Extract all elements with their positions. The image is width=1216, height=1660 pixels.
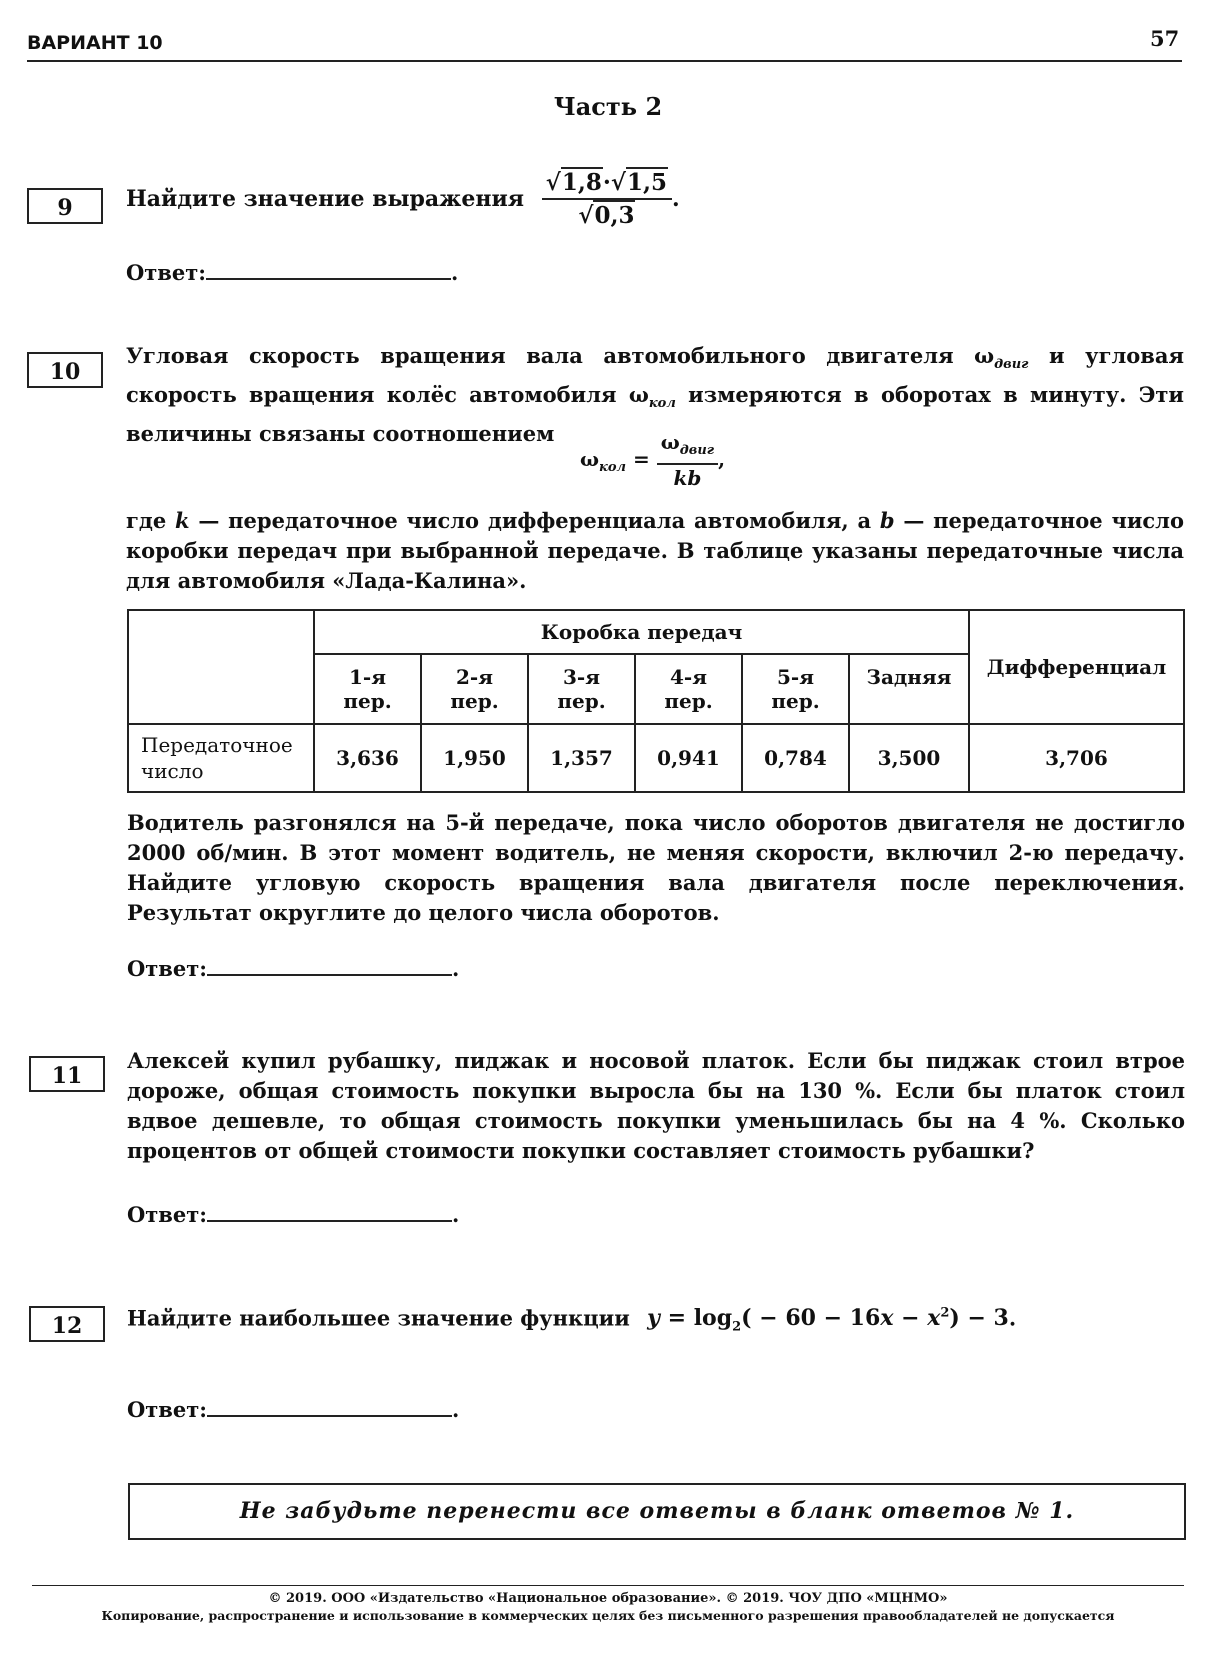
formula-part-d: ) − 3 [949,1305,1009,1332]
reminder-box: Не забудьте перенести все ответы в бланк ответов № 1. [128,1483,1186,1540]
row-label-line2: число [141,759,204,783]
table-col-header [421,654,528,724]
task-9-dot: · [602,169,611,196]
col-header-line1: 1-я [349,665,386,689]
header-divider [27,60,1182,62]
task-11-number: 11 [29,1056,105,1092]
table-col-header [742,654,849,724]
formula-fraction [657,430,718,491]
formula-num: ω [660,430,680,454]
task-9-prompt-text: Найдите значение выражения [126,186,525,212]
footer-divider [32,1585,1184,1586]
def-text-c: — передаточное число коробки передач при выбранной передаче. В таблице указаны передаточные числа для автомобиля «Лада-Калина». [126,508,1184,593]
table-col-header [314,654,421,724]
task-10-text-b: и угловая скорость вращения колёс автомобиля ω [126,343,1184,408]
table-group-header: Коробка передач [314,610,969,654]
col-header-line2: пер. [450,689,499,713]
col-header-line2: пер. [664,689,713,713]
variant-title: ВАРИАНТ 10 [27,32,163,54]
formula-exp: 2 [940,1306,950,1321]
task-10-sub-engine: двиг [994,357,1029,373]
task-10-answer [127,954,459,981]
task-10-text-a: Угловая скорость вращения вала автомобильного двигателя ω [126,343,995,368]
col-header-line2: пер. [343,689,392,713]
task-10-sub-wheels: кол [648,396,676,412]
formula-num-sub: двиг [679,443,715,458]
row-label-line1: Передаточное [141,733,293,757]
answer-end: . [452,1202,460,1227]
table-cell: 1,357 [528,724,635,792]
task-12-formula: $y = \log_2( - 60 - 16x - x^2) - 3$ [647,1305,1009,1335]
formula-end: , [718,447,726,471]
answer-line[interactable] [206,258,451,280]
table-corner-cell [128,610,314,724]
def-b: b [879,508,895,533]
task-12-end: . [1008,1305,1017,1331]
task-9-fraction: $\frac{√1,8\cdot√1,5}{√0,3}$ [542,168,672,232]
table-cell: 3,636 [314,724,421,792]
footer-notice: Копирование, распространение и использование в коммерческих целях без письменного разрешения правообладателей не допускается [101,1608,1115,1623]
table-diff-header: Дифференциал [969,610,1184,724]
table-cell: 0,941 [635,724,742,792]
col-header-line1: 5-я [777,665,814,689]
col-header-line1: 4-я [670,665,707,689]
col-header-line1: Задняя [866,665,952,689]
def-text-a: где [126,508,176,533]
answer-end: . [452,956,460,981]
answer-line[interactable] [207,954,452,976]
formula-eq: = [626,447,657,471]
answer-label: Ответ: [127,1202,208,1227]
def-text-b: — передаточное число дифференциала автомобиля, а [189,508,880,533]
table-row-label [128,724,314,792]
task-9-root-1: 1,8 [561,169,602,196]
task-10-definitions [126,506,1184,596]
formula-part-b: ( − 60 − 16 [741,1305,881,1332]
task-12-number: 12 [29,1306,105,1342]
formula-x1: x [880,1305,894,1332]
answer-line[interactable] [207,1200,452,1222]
task-10-number: 10 [27,352,103,388]
answer-end: . [452,1397,460,1422]
table-cell: 1,950 [421,724,528,792]
part-title: Часть 2 [553,92,663,121]
formula-lhs-sub: кол [599,460,627,475]
page-number: 57 [1150,26,1180,51]
gear-ratio-table [127,609,1185,793]
answer-label: Ответ: [127,1397,208,1422]
table-cell: 0,784 [742,724,849,792]
col-header-line1: 3-я [563,665,600,689]
task-12-prompt [127,1299,1016,1343]
task-12-answer [127,1395,459,1422]
task-10-question: Водитель разгонялся на 5-й передаче, пока число оборотов двигателя не достигло 2000 об/мин. В этот момент водитель, не меняя скорости, включил 2-ю передачу. Найдите угловую скорость вращения вала двигателя после переключения. Результат округлите до целого числа оборотов. [127,810,1185,925]
task-9-prompt [126,168,680,232]
formula-lhs: ω [580,447,600,471]
col-header-line2: пер. [557,689,606,713]
task-9-root-3: 0,3 [594,202,635,229]
task-9-answer [126,258,458,285]
col-header-line1: 2-я [456,665,493,689]
table-col-header [528,654,635,724]
task-12-prompt-text: Найдите наибольшее значение функции [127,1305,630,1331]
answer-end: . [451,260,459,285]
formula-den: kb [673,466,702,490]
formula-base: 2 [732,1319,742,1335]
col-header-line2: пер. [771,689,820,713]
answer-label: Ответ: [127,956,208,981]
table-col-header [635,654,742,724]
def-k: k [175,508,190,533]
table-cell-diff: 3,706 [969,724,1184,792]
table-cell: 3,500 [849,724,969,792]
formula-part-c: − [893,1305,928,1332]
answer-label: Ответ: [126,260,207,285]
task-9-root-2: 1,5 [627,169,668,196]
task-9-end: . [672,186,680,212]
task-10-text-c: измеряются в оборотах в минуту. Эти величины связаны соотношением [126,382,1184,447]
task-11-answer [127,1200,459,1227]
footer-copyright: © 2019. ООО «Издательство «Национальное образование». © 2019. ЧОУ ДПО «МЦНМО» [268,1591,948,1606]
formula-x2: x [927,1305,941,1332]
table-col-header [849,654,969,724]
task-9-number: 9 [27,188,103,224]
answer-line[interactable] [207,1395,452,1417]
task-10-formula [580,430,725,491]
task-11-text: Алексей купил рубашку, пиджак и носовой платок. Если бы пиджак стоил втрое дороже, общая стоимость покупки выросла бы на 130 %. Если бы платок стоил вдвое дешевле, то общая стоимость покупки уменьшилась бы на 4 %. Сколько процентов от общей стоимости покупки составляет стоимость рубашки? [127,1048,1185,1163]
